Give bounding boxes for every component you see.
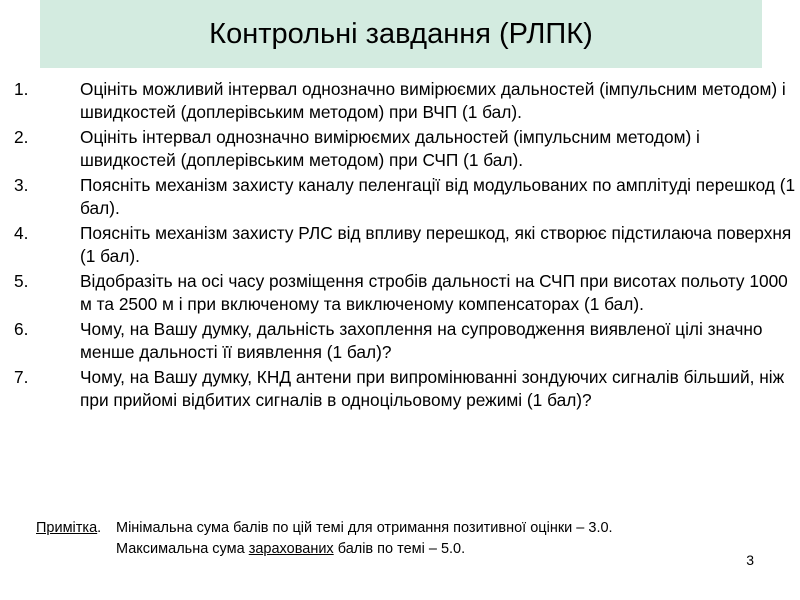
task-text: Оцініть інтервал однозначно вимірюємих дальностей (імпульсним методом) і швидкостей (доплерівським методом) при СЧП (1 бал).: [80, 127, 700, 170]
list-item: [14, 174, 796, 219]
list-item: [14, 126, 796, 171]
task-text: Оцініть можливий інтервал однозначно вимірюємих дальностей (імпульсним методом) і швидкостей (доплерівським методом) при ВЧП (1 бал).: [80, 79, 786, 122]
note-line-min: Мінімальна сума балів по цій темі для отримання позитивної оцінки – 3.0.: [116, 520, 613, 536]
task-text: Чому, на Вашу думку, дальність захоплення на супроводження виявленої цілі значно менше дальності її виявлення (1 бал)?: [80, 319, 763, 362]
note: [36, 518, 776, 560]
list-item: [14, 270, 796, 315]
note-lines: [116, 518, 776, 560]
note-label-wrap: [36, 518, 116, 560]
task-text: Чому, на Вашу думку, КНД антени при випромінюванні зондуючих сигналів більший, ніж при прийомі відбитих сигналів в одноцільовому режимі (1 бал)?: [80, 367, 785, 410]
note-line-max-after: балів по темі – 5.0.: [333, 541, 466, 557]
task-number: 6.: [14, 319, 29, 339]
note-label-suffix: .: [97, 520, 102, 536]
task-text: Поясніть механізм захисту РЛС від впливу перешкод, які створює підстилаюча поверхня (1 бал).: [80, 223, 792, 266]
list-item: [14, 318, 796, 363]
task-text: Поясніть механізм захисту каналу пеленгації від модульованих по амплітуді перешкод (1 бал).: [80, 175, 796, 218]
task-number: 4.: [14, 223, 29, 243]
task-number: 7.: [14, 367, 29, 387]
task-number: 2.: [14, 127, 29, 147]
task-list: [14, 78, 796, 414]
task-number: 1.: [14, 79, 29, 99]
list-item: [14, 78, 796, 123]
task-text: Відобразіть на осі часу розміщення стробів дальності на СЧП при висотах польоту 1000 м та 2500 м і при включеному та виключеному компенсаторах (1 бал).: [80, 271, 788, 314]
slide-title: Контрольні завдання (РЛПК): [209, 17, 593, 50]
list-item: [14, 222, 796, 267]
note-line-max: [116, 539, 776, 560]
note-line-max-before: Максимальна сума: [116, 541, 249, 557]
note-label: Примітка: [36, 520, 98, 536]
task-number: 5.: [14, 271, 29, 291]
task-number: 3.: [14, 175, 29, 195]
list-item: [14, 366, 796, 411]
page-number: 3: [746, 552, 754, 568]
note-line-max-underlined: зарахованих: [248, 541, 334, 557]
